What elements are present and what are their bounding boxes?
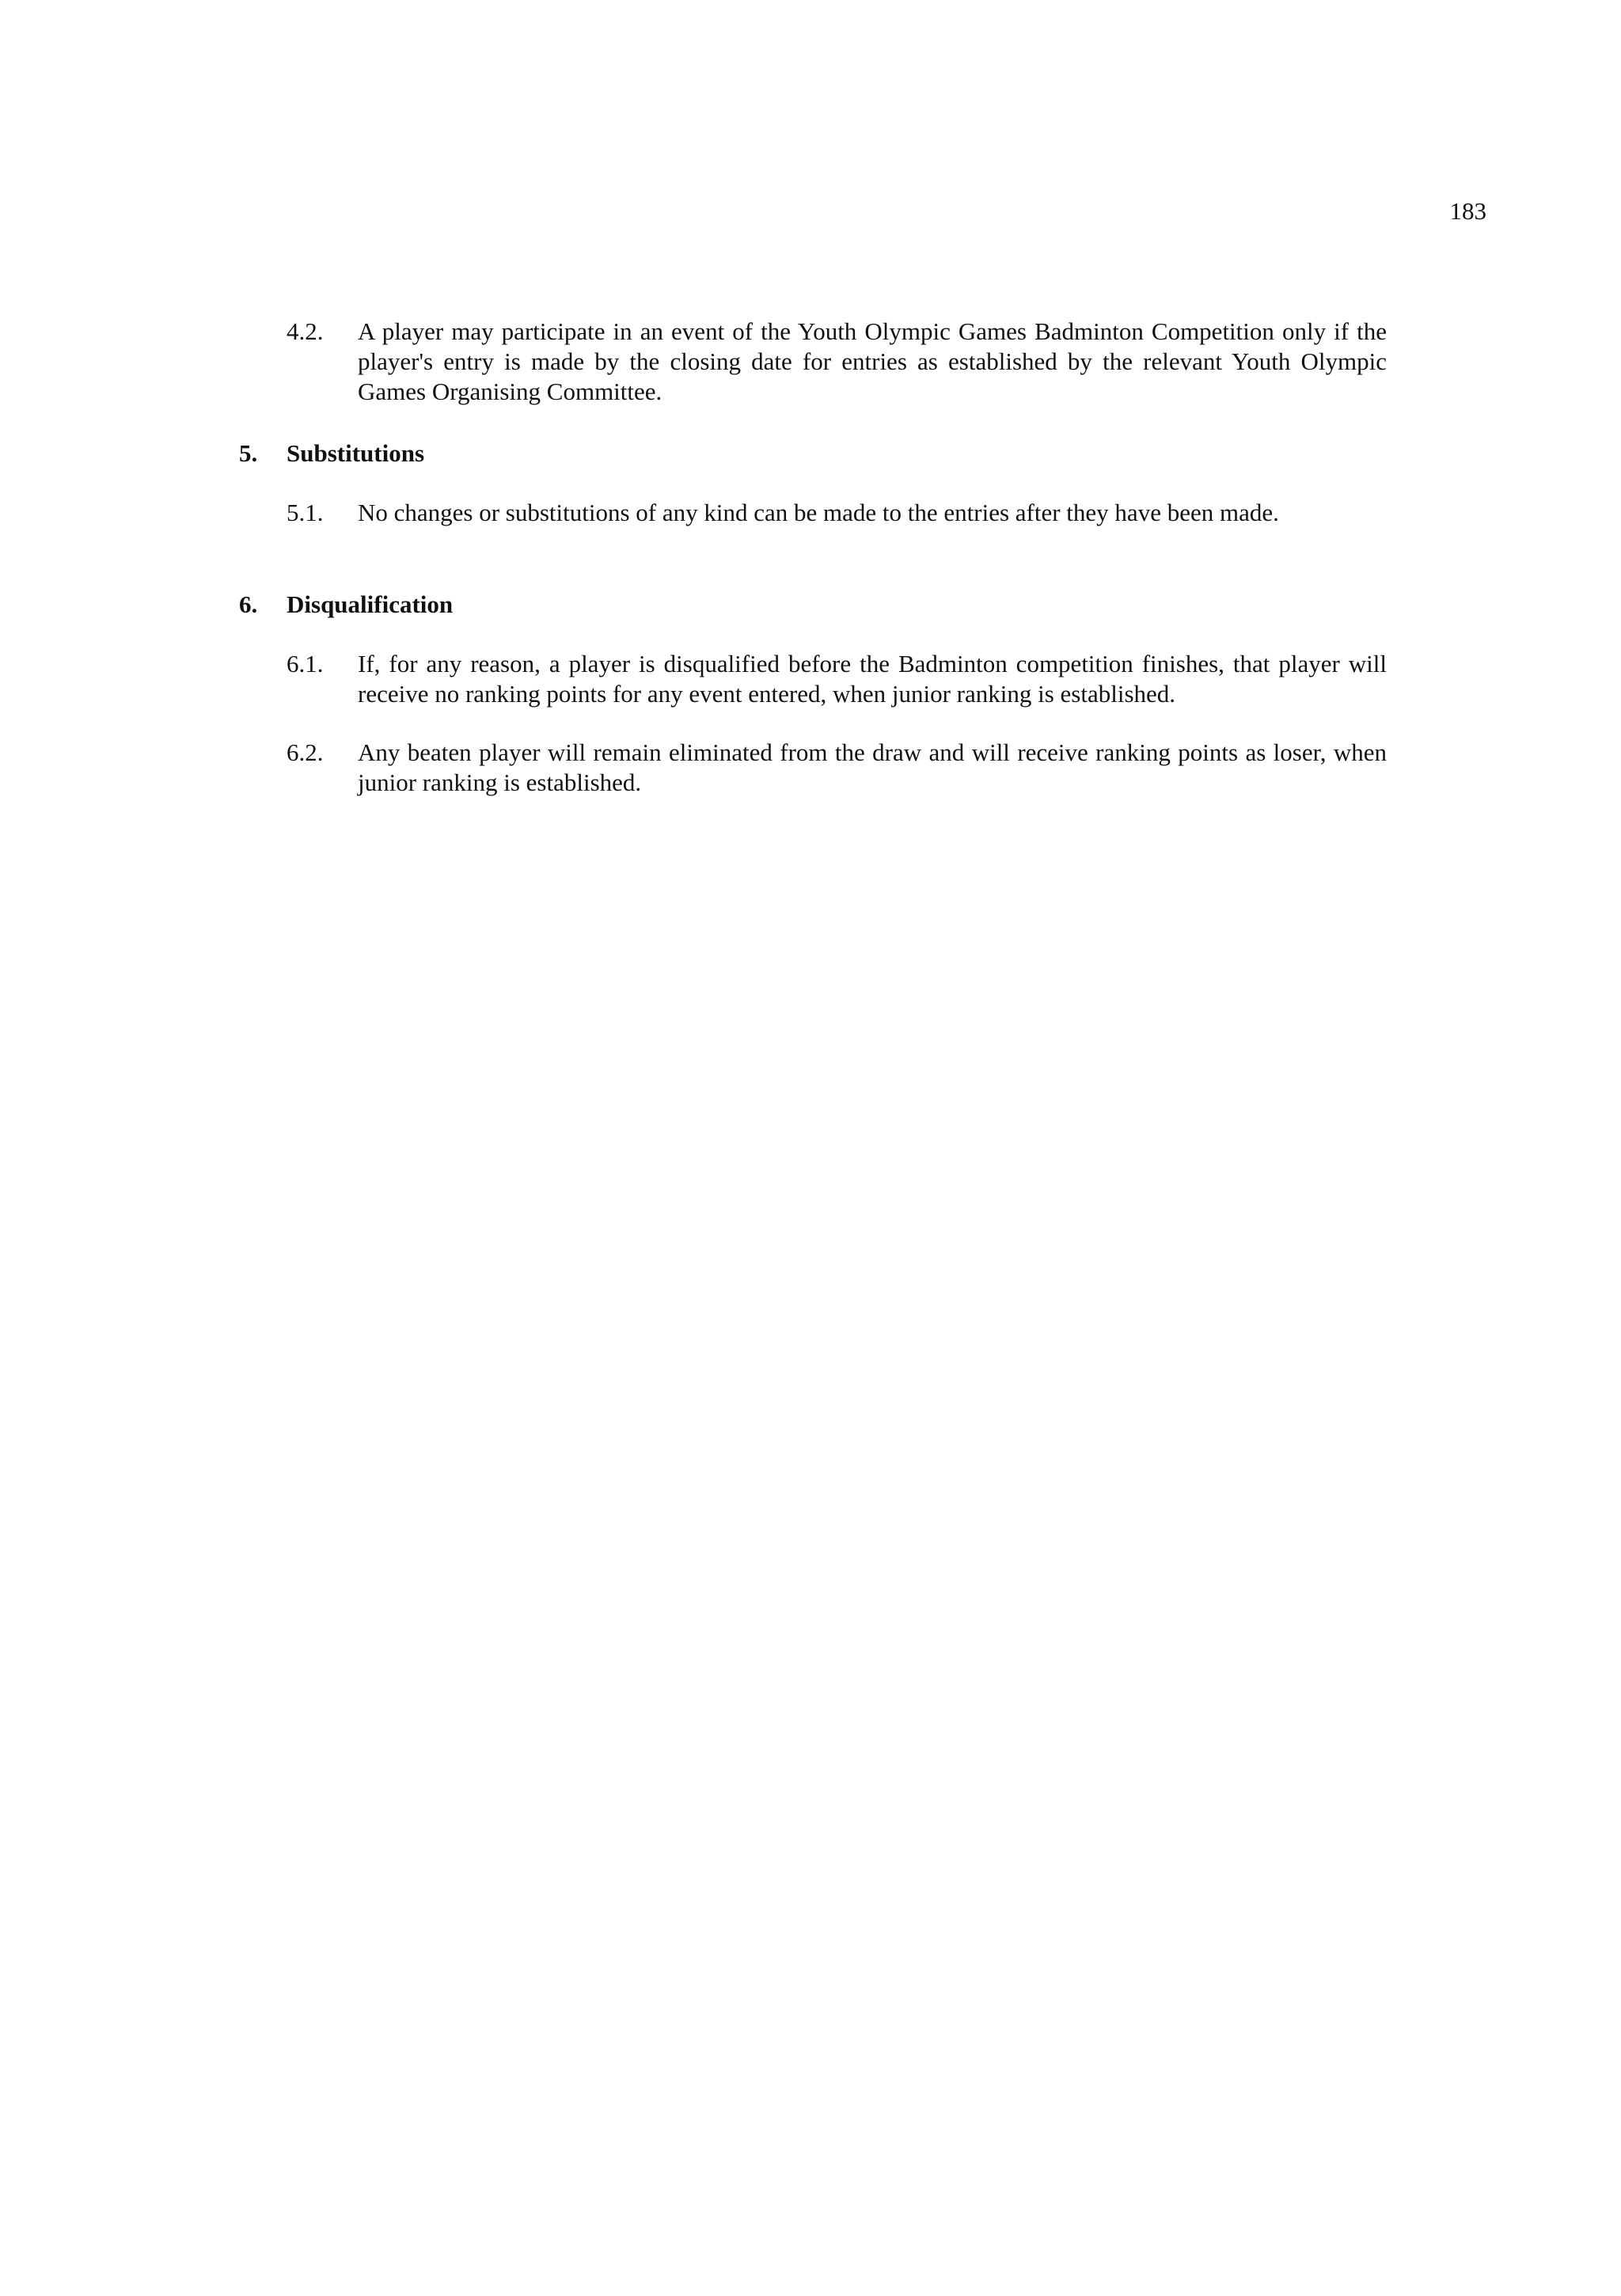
clause-6-1 [0, 649, 1621, 709]
clause-text: If, for any reason, a player is disqualified before the Badminton competition finishes, that player will receive no ranking points for any event entered, when junior ranking is established. [358, 650, 1387, 708]
section-number: 6. [239, 590, 258, 618]
section-number: 5. [239, 439, 258, 467]
page-number: 183 [1449, 197, 1486, 225]
clause-text: No changes or substitutions of any kind can be made to the entries after they have been made. [358, 499, 1279, 526]
clause-6-2 [0, 738, 1621, 798]
clause-5-1 [0, 498, 1621, 528]
section-heading-disqualification [0, 590, 1621, 620]
section-title: Disqualification [287, 590, 454, 618]
clause-number: 5.1. [287, 499, 324, 526]
clause-number: 6.1. [287, 650, 324, 677]
clause-text: A player may participate in an event of the Youth Olympic Games Badminton Competition only if the player's entry is made by the closing date for entries as established by the relevant Youth Olympic Games Organising Committee. [358, 317, 1387, 405]
document-body [0, 317, 1621, 798]
section-title: Substitutions [287, 439, 425, 467]
clause-number: 4.2. [287, 317, 324, 345]
clause-number: 6.2. [287, 738, 324, 766]
clause-text: Any beaten player will remain eliminated from the draw and will receive ranking points as loser, when junior ranking is established. [358, 738, 1387, 796]
section-heading-substitutions [0, 438, 1621, 469]
clause-4-2 [0, 317, 1621, 407]
